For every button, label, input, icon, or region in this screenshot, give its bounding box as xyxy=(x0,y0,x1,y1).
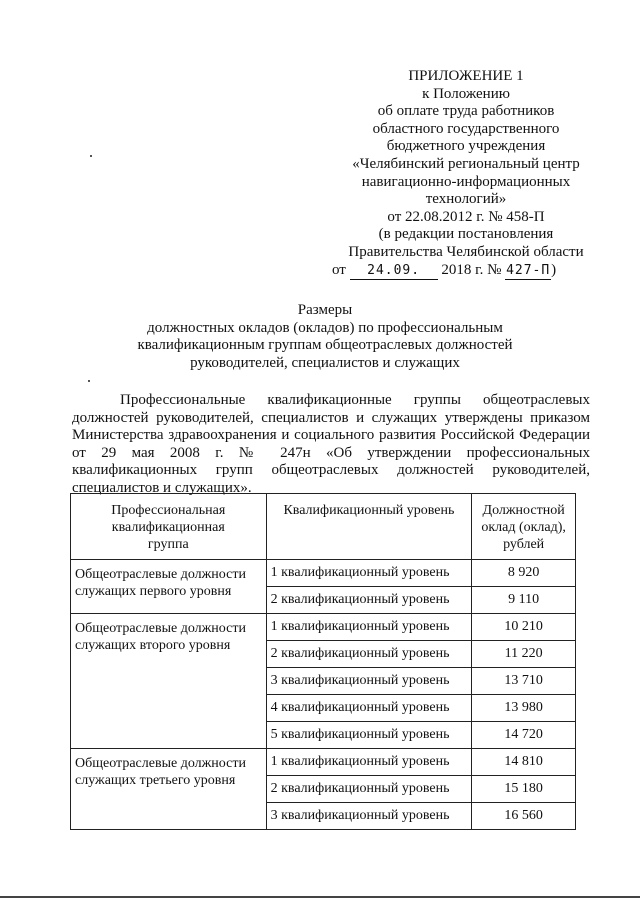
qualification-level-cell: 3 квалификационный уровень xyxy=(266,668,472,695)
table-row xyxy=(71,749,576,776)
qualification-group-cell: Общеотраслевые должности служащих первого уровня xyxy=(71,560,267,614)
table-row xyxy=(71,560,576,587)
qualification-level-cell: 1 квалификационный уровень xyxy=(266,614,472,641)
scan-speck xyxy=(90,155,92,157)
column-header-level: Квалификационный уровень xyxy=(266,494,472,560)
salary-cell: 15 180 xyxy=(472,776,576,803)
sign-date: 24.09. xyxy=(367,262,421,278)
salary-cell: 13 710 xyxy=(472,668,576,695)
document-title xyxy=(70,302,580,372)
salary-cell: 11 220 xyxy=(472,641,576,668)
appendix-header xyxy=(316,68,616,280)
header-line: от 22.08.2012 г. № 458-П xyxy=(387,208,545,225)
appendix-title: ПРИЛОЖЕНИЕ 1 xyxy=(408,68,524,84)
title-line: руководителей, специалистов и служащих xyxy=(190,354,460,371)
qualification-level-cell: 2 квалификационный уровень xyxy=(266,587,472,614)
salary-cell: 13 980 xyxy=(472,695,576,722)
salary-cell: 10 210 xyxy=(472,614,576,641)
table-row xyxy=(71,614,576,641)
qualification-level-cell: 4 квалификационный уровень xyxy=(266,695,472,722)
salary-table xyxy=(70,493,576,830)
table-body xyxy=(71,560,576,830)
header-line: Правительства Челябинской области xyxy=(348,243,584,260)
header-line: «Челябинский региональный центр xyxy=(352,155,580,172)
sign-prefix: от xyxy=(332,261,346,278)
sign-year: 2018 г. № xyxy=(441,261,502,278)
qualification-level-cell: 5 квалификационный уровень xyxy=(266,722,472,749)
title-line: квалификационным группам общеотраслевых должностей xyxy=(137,337,513,354)
sign-number-blank xyxy=(505,262,551,281)
sign-number: 427-П xyxy=(506,262,551,278)
qualification-group-cell: Общеотраслевые должности служащих третьего уровня xyxy=(71,749,267,830)
scan-speck xyxy=(88,380,90,382)
header-line: бюджетного учреждения xyxy=(386,138,546,155)
salary-cell: 8 920 xyxy=(472,560,576,587)
scan-edge-line xyxy=(0,896,640,898)
header-line: технологий» xyxy=(425,191,507,208)
salary-cell: 16 560 xyxy=(472,803,576,830)
amendment-date-line xyxy=(316,262,616,281)
qualification-level-cell: 2 квалификационный уровень xyxy=(266,641,472,668)
header-line: областного государственного xyxy=(372,120,560,137)
sign-date-blank xyxy=(350,262,438,281)
salary-cell: 14 720 xyxy=(472,722,576,749)
qualification-level-cell: 3 квалификационный уровень xyxy=(266,803,472,830)
salary-cell: 14 810 xyxy=(472,749,576,776)
intro-paragraph: Профессиональные квалификационные группы общеотраслевых должностей руководителей, специалистов и служащих утверждены приказом Министерства здравоохранения и социального развития Российской Федерации от 29 мая 2008 г. № 247н «Об утверждении профессиональных квалификационных групп общеотраслевых должностей руководителей, специалистов и служащих». xyxy=(72,392,590,496)
header-line: об оплате труда работников xyxy=(377,103,555,120)
header-line: к Положению xyxy=(422,85,510,102)
qualification-level-cell: 1 квалификационный уровень xyxy=(266,749,472,776)
salary-cell: 9 110 xyxy=(472,587,576,614)
title-line: должностных окладов (окладов) по профессиональным xyxy=(147,319,503,336)
table-header-row xyxy=(71,494,576,560)
header-line: навигационно-информационных xyxy=(361,173,571,190)
qualification-level-cell: 2 квалификационный уровень xyxy=(266,776,472,803)
qualification-group-cell: Общеотраслевые должности служащих второго уровня xyxy=(71,614,267,749)
header-line: (в редакции постановления xyxy=(378,226,554,243)
qualification-level-cell: 1 квалификационный уровень xyxy=(266,560,472,587)
column-header-group: Профессиональная квалификационная группа xyxy=(71,494,267,560)
title-line: Размеры xyxy=(297,302,353,318)
sign-close: ) xyxy=(551,261,557,278)
column-header-salary: Должностной оклад (оклад), рублей xyxy=(472,494,576,560)
